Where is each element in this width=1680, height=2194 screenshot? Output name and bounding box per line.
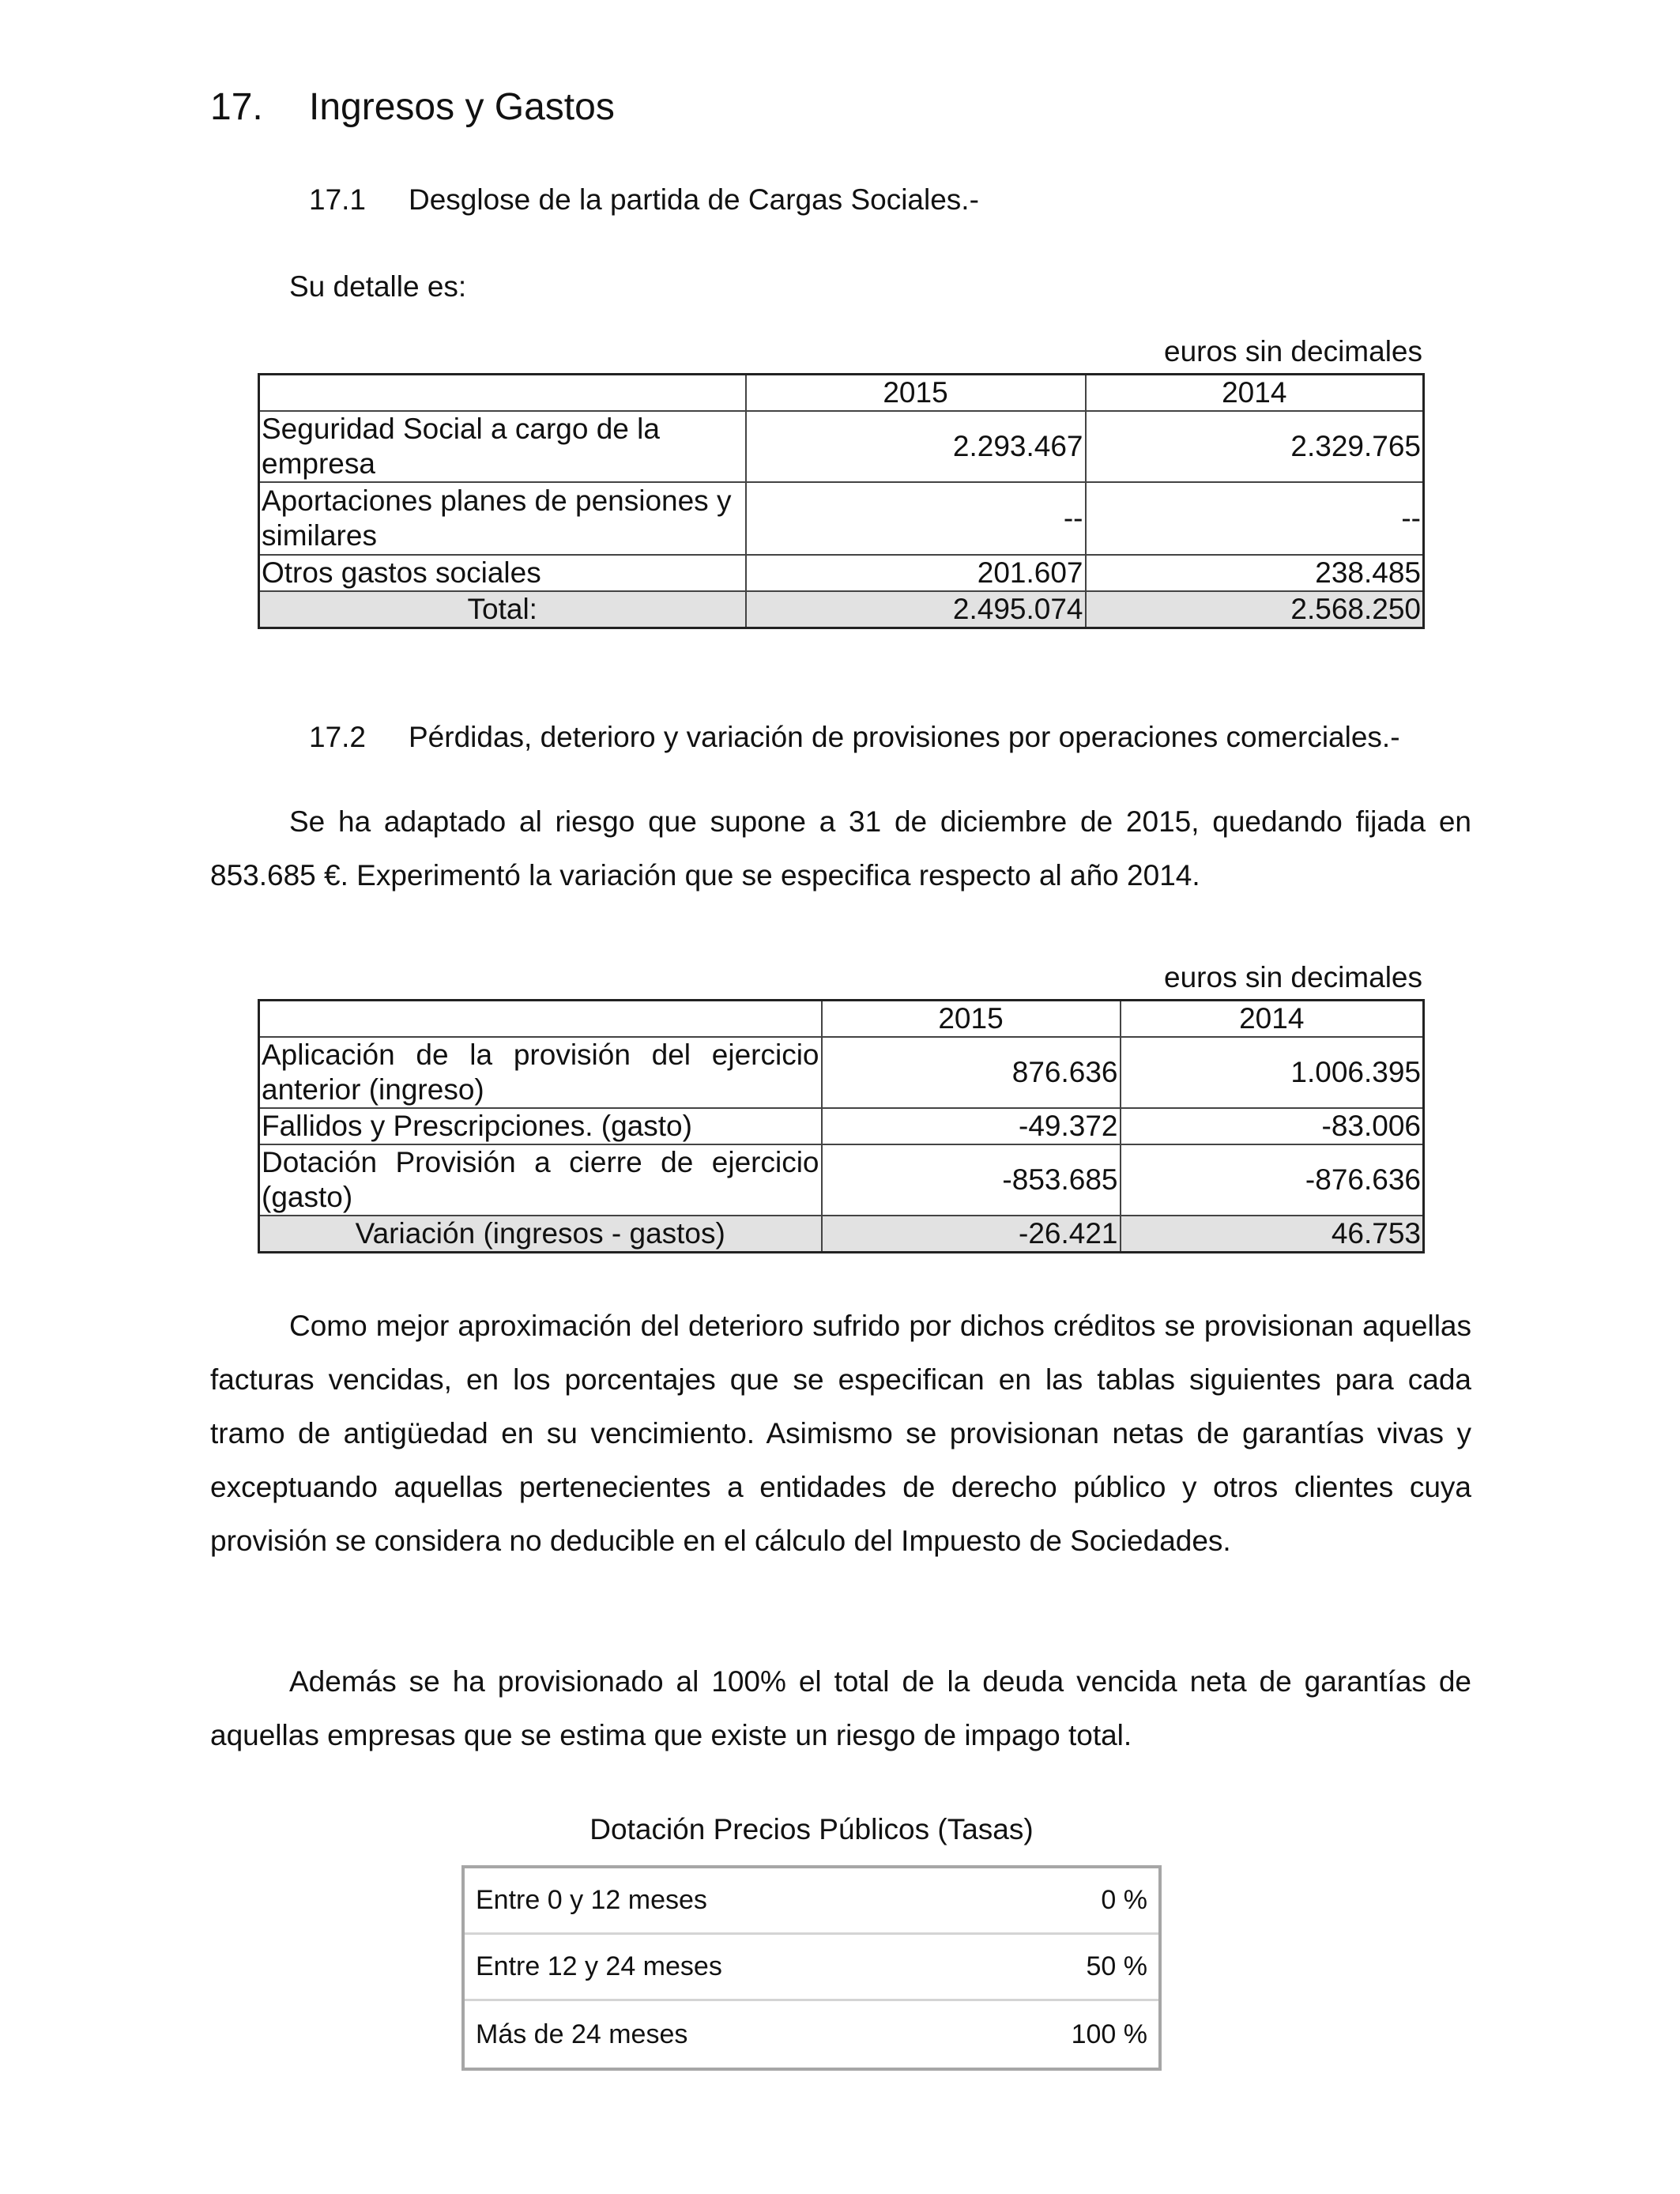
header-cell-2015: 2015 [746,375,1086,412]
tasas-percent-value: 100 % [1071,2019,1147,2049]
tasas-table [461,1865,1162,2071]
row-value-2015: -- [746,482,1086,555]
header-cell-2014: 2014 [1086,375,1424,412]
row-value-2015: 201.607 [746,555,1086,591]
tasas-range-label: Entre 12 y 24 meses [476,1951,722,1981]
table-row [259,411,1424,482]
table-row [259,1108,1424,1144]
table-row [259,555,1424,591]
header-cell-2014: 2014 [1121,1001,1424,1038]
row-label: Aportaciones planes de pensiones y similares [259,482,746,555]
paragraph-provision-method: Como mejor aproximación del deterioro sufrido por dichos créditos se provisionan aquellas facturas vencidas, en los porcentajes que se especifican en las tablas siguientes para cada tramo de antigüedad en su vencimiento. Asimismo se provisionan netas de garantías vivas y exceptuando aquellas pertenecientes a entidades de derecho público y otros clientes cuya provisión se considera no deducible en el cálculo del Impuesto de Sociedades. [210,1310,1471,1557]
table-row [259,1144,1424,1216]
total-value-2015: 2.495.074 [746,591,1086,628]
list-item [465,1935,1158,2001]
row-value-2014: -83.006 [1121,1108,1424,1144]
subsection-1-intro: Su detalle es: [289,270,467,303]
row-value-2015: -49.372 [822,1108,1121,1144]
row-label: Otros gastos sociales [259,555,746,591]
subsection-2-number: 17.2 [309,721,367,753]
tasas-percent-value: 0 % [1101,1885,1147,1915]
total-value-2015: -26.421 [822,1216,1121,1253]
row-value-2014: 238.485 [1086,555,1424,591]
paragraph-provision-total: Además se ha provisionado al 100% el total de la deuda vencida neta de garantías de aquellas empresas que se estima que existe un riesgo de impago total. [210,1665,1471,1751]
row-value-2014: -- [1086,482,1424,555]
total-value-2014: 2.568.250 [1086,591,1424,628]
table-header-row [259,1001,1424,1038]
list-item [465,1868,1158,1935]
table-header-row [259,375,1424,412]
row-value-2014: 2.329.765 [1086,411,1424,482]
units-note-2: euros sin decimales [1164,961,1422,993]
header-cell-empty [259,375,746,412]
row-value-2015: 2.293.467 [746,411,1086,482]
table-total-row [259,591,1424,628]
row-value-2014: -876.636 [1121,1144,1424,1216]
tasas-title: Dotación Precios Públicos (Tasas) [590,1813,1034,1845]
row-label: Dotación Provisión a cierre de ejercicio (gasto) [259,1144,822,1216]
row-value-2015: -853.685 [822,1144,1121,1216]
section-title: Ingresos y Gastos [309,86,615,128]
row-label: Aplicación de la provisión del ejercicio anterior (ingreso) [259,1037,822,1108]
header-cell-empty [259,1001,822,1038]
list-item [465,2001,1158,2068]
total-label: Variación (ingresos - gastos) [259,1216,822,1253]
header-cell-2015: 2015 [822,1001,1121,1038]
tasas-range-label: Entre 0 y 12 meses [476,1885,707,1915]
total-value-2014: 46.753 [1121,1216,1424,1253]
tasas-percent-value: 50 % [1086,1951,1147,1981]
table-row [259,482,1424,555]
tasas-range-label: Más de 24 meses [476,2019,688,2049]
paragraph-provision-intro: Se ha adaptado al riesgo que supone a 31 de diciembre de 2015, quedando fijada en 853.685 €. Experimentó la variación que se especifica respecto al año 2014. [210,805,1471,892]
subsection-1-number: 17.1 [309,183,367,216]
subsection-1-title: Desglose de la partida de Cargas Sociales.- [409,183,979,216]
total-label: Total: [259,591,746,628]
row-label: Fallidos y Prescripciones. (gasto) [259,1108,822,1144]
row-value-2015: 876.636 [822,1037,1121,1108]
row-value-2014: 1.006.395 [1121,1037,1424,1108]
cargas-sociales-table [258,373,1425,629]
section-number: 17. [210,86,263,128]
table-row [259,1037,1424,1108]
row-label: Seguridad Social a cargo de la empresa [259,411,746,482]
provisiones-table [258,999,1425,1253]
table-total-row [259,1216,1424,1253]
subsection-2-title: Pérdidas, deterioro y variación de provisiones por operaciones comerciales.- [409,721,1400,753]
units-note-1: euros sin decimales [1164,335,1422,368]
